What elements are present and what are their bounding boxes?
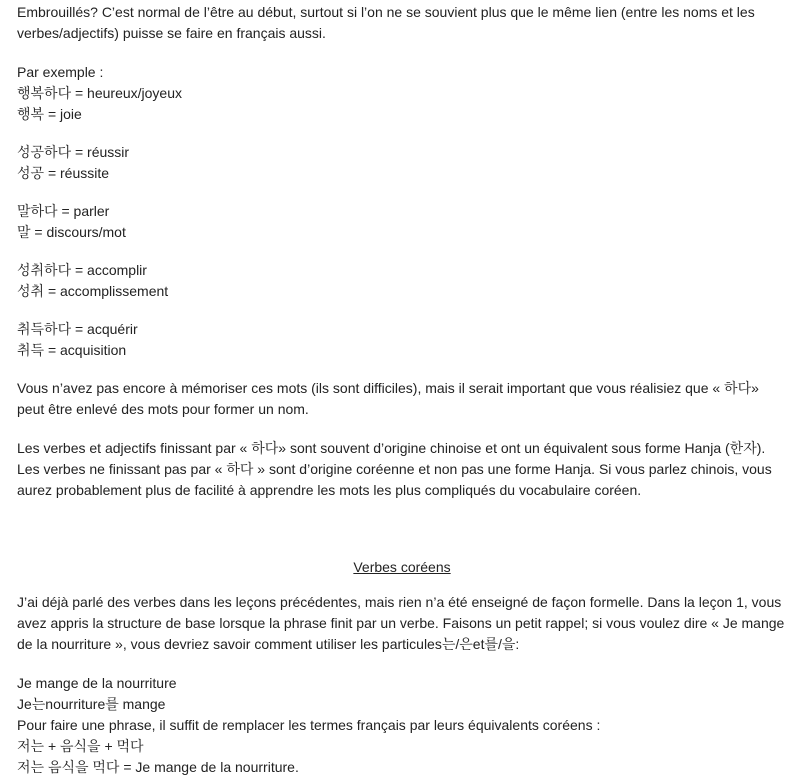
section-heading: Verbes coréens [353,559,451,575]
sentence-example-block [17,673,787,778]
example-verb: 말하다 = parler [17,203,110,219]
example-group [17,260,787,302]
intro-line-1: Embrouillés? C’est normal de l’être au début, surtout si l’on ne se souvient plus que le même lien (entre les noms et les [17,4,755,20]
example-noun: 취득 = acquisition [17,342,127,358]
example-group [17,83,787,125]
origin-line-1: Les verbes et adjectifs finissant par « 하다» sont souvent d’origine chinoise et ont un équivalent sous forme Hanja (한자). [17,440,766,456]
example-noun: 행복 = joie [17,106,82,122]
article-body [17,2,787,778]
verbs-intro-line-1: J’ai déjà parlé des verbes dans les leçons précédentes, mais rien n’a été enseigné de façon formelle. Dans la leçon 1, vous [17,594,782,610]
example-group [17,142,787,184]
sentence-korean-result: 저는 음식을 먹다 = Je mange de la nourriture. [17,759,299,775]
examples-block [17,62,787,361]
example-group [17,319,787,361]
example-group [17,201,787,243]
example-noun: 말 = discours/mot [17,224,126,240]
verbs-intro-line-2: avez appris la structure de base lorsque la phrase finit par un verbe. Faisons un petit rappel; si vous voulez dire « Je mange [17,615,785,631]
note-paragraph [17,378,787,420]
sentence-korean-parts: 저는 + 음식을 + 먹다 [17,738,144,754]
example-noun: 성공 = réussite [17,165,110,181]
origin-line-2: Les verbes ne finissant pas par « 하다 » sont d’origine coréenne et non pas une forme Hanja. Si vous parlez chinois, vous [17,461,772,477]
sentence-french: Je mange de la nourriture [17,675,177,691]
example-noun: 성취 = accomplissement [17,283,169,299]
note-line-2: peut être enlevé des mots pour former un nom. [17,401,309,417]
sentence-mixed: Je는nourriture를 mange [17,696,166,712]
example-verb: 성공하다 = réussir [17,144,130,160]
section-heading-container [17,557,787,578]
origin-paragraph [17,438,787,501]
example-verb: 행복하다 = heureux/joyeux [17,85,183,101]
example-verb: 취득하다 = acquérir [17,321,138,337]
verbs-intro-paragraph [17,592,787,655]
sentence-instruction: Pour faire une phrase, il suffit de remplacer les termes français par leurs équivalents coréens : [17,717,601,733]
intro-paragraph [17,2,787,44]
note-line-1: Vous n’avez pas encore à mémoriser ces mots (ils sont difficiles), mais il serait important que vous réalisiez que « 하다» [17,380,759,396]
intro-line-2: verbes/adjectifs) puisse se faire en français aussi. [17,25,326,41]
examples-label: Par exemple : [17,64,104,80]
origin-line-3: aurez probablement plus de facilité à apprendre les mots les plus compliqués du vocabulaire coréen. [17,482,642,498]
verbs-intro-line-3: de la nourriture », vous devriez savoir comment utiliser les particules는/은et를/을: [17,636,520,652]
example-verb: 성취하다 = accomplir [17,262,147,278]
